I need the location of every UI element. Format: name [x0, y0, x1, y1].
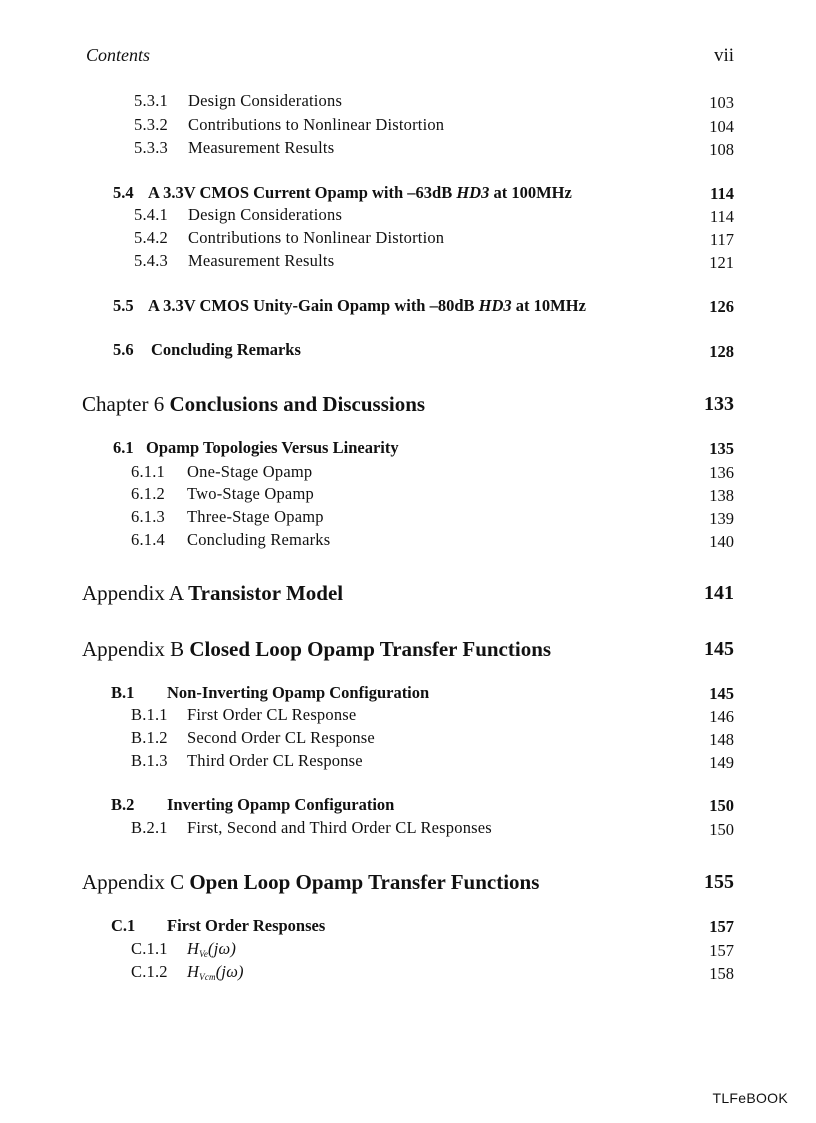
toc-section-title-post: at 100MHz: [493, 183, 572, 202]
toc-entry-title: Second Order CL Response: [187, 728, 375, 747]
page-number-roman: vii: [713, 45, 734, 66]
toc-entry-number: 5.4.2: [134, 228, 168, 247]
toc-section-5-5[interactable]: [113, 296, 586, 316]
toc-entry-number: 6.1.2: [131, 484, 165, 503]
toc-entry-page: 139: [709, 509, 734, 528]
toc-appendix-a[interactable]: [82, 581, 343, 606]
transfer-function-subscript: Vcm: [199, 972, 216, 982]
toc-chapter-page: 133: [704, 393, 734, 415]
toc-chapter-label: Chapter 6: [82, 392, 165, 416]
toc-entry-title: Concluding Remarks: [187, 530, 331, 549]
toc-entry-title: Contributions to Nonlinear Distortion: [188, 228, 445, 247]
transfer-function-subscript: Ve: [199, 949, 209, 959]
toc-section-5-6[interactable]: [113, 340, 301, 360]
toc-appendix-label: Appendix C: [82, 870, 185, 894]
toc-section-number: 5.6: [113, 340, 134, 359]
toc-section-c-1[interactable]: [111, 916, 325, 936]
toc-section-title: Non-Inverting Opamp Configuration: [167, 683, 430, 702]
toc-entry-page: 150: [709, 820, 734, 839]
toc-entry-5-4-2[interactable]: [134, 228, 444, 248]
toc-entry-number: 5.4.1: [134, 205, 168, 224]
footer-watermark: TLFeBOOK: [712, 1090, 788, 1106]
toc-section-title-em: HD3: [456, 183, 490, 202]
toc-section-6-1[interactable]: [113, 438, 399, 458]
toc-entry-c-1-2[interactable]: [131, 962, 244, 982]
toc-section-page: 145: [709, 684, 734, 703]
running-header-title: Contents: [86, 45, 151, 65]
toc-entry-6-1-1[interactable]: [131, 462, 312, 482]
toc-entry-number: B.1.2: [131, 728, 168, 747]
transfer-function-argument: (jω): [215, 962, 244, 981]
toc-section-page: 157: [709, 917, 734, 936]
toc-entry-title: Design Considerations: [188, 91, 343, 110]
toc-chapter-6[interactable]: [82, 392, 425, 417]
toc-entry-page: 158: [709, 964, 734, 983]
toc-chapter-title: Conclusions and Discussions: [169, 392, 426, 416]
toc-entry-number: B.2.1: [131, 818, 168, 837]
toc-entry-number: 6.1.1: [131, 462, 165, 481]
toc-entry-page: 146: [709, 707, 734, 726]
toc-section-b-2[interactable]: [111, 795, 394, 815]
toc-section-number: 5.4: [113, 183, 134, 202]
toc-entry-5-4-1[interactable]: [134, 205, 342, 225]
transfer-function-argument: (jω): [208, 939, 237, 958]
toc-entry-title: First Order CL Response: [187, 705, 357, 724]
toc-entry-title: Third Order CL Response: [187, 751, 363, 770]
toc-entry-title: Design Considerations: [188, 205, 343, 224]
toc-entry-page: 117: [709, 230, 734, 249]
toc-appendix-page: 145: [704, 638, 734, 660]
toc-section-b-1[interactable]: [111, 683, 429, 703]
toc-entry-number: 5.3.3: [134, 138, 168, 157]
toc-entry-5-4-3[interactable]: [134, 251, 334, 271]
toc-section-5-4[interactable]: [113, 183, 572, 203]
toc-entry-6-1-3[interactable]: [131, 507, 324, 527]
toc-entry-title: One-Stage Opamp: [187, 462, 313, 481]
toc-section-title-pre: A 3.3V CMOS Current Opamp with –63dB: [148, 183, 453, 202]
toc-entry-6-1-2[interactable]: [131, 484, 314, 504]
toc-section-page: 114: [710, 184, 734, 203]
toc-appendix-page: 141: [704, 582, 734, 604]
toc-entry-number: B.1.1: [131, 705, 168, 724]
toc-entry-page: 114: [709, 207, 734, 226]
toc-entry-number: 5.3.1: [134, 91, 168, 110]
toc-entry-c-1-1[interactable]: [131, 939, 236, 959]
toc-entry-title: Measurement Results: [188, 138, 335, 157]
toc-entry-title: Measurement Results: [188, 251, 335, 270]
toc-entry-page: 148: [709, 730, 734, 749]
toc-entry-page: 104: [709, 117, 734, 136]
toc-entry-page: 103: [709, 93, 734, 112]
toc-entry-6-1-4[interactable]: [131, 530, 330, 550]
toc-entry-page: 149: [709, 753, 734, 772]
toc-section-page: 128: [709, 342, 734, 361]
toc-entry-title: Two-Stage Opamp: [187, 484, 314, 503]
toc-entry-number: B.1.3: [131, 751, 168, 770]
toc-entry-5-3-1[interactable]: [134, 91, 342, 111]
toc-entry-page: 138: [709, 486, 734, 505]
toc-entry-5-3-2[interactable]: [134, 115, 444, 135]
toc-section-title: Concluding Remarks: [151, 340, 301, 359]
toc-entry-number: 5.3.2: [134, 115, 168, 134]
toc-section-number: B.1: [111, 683, 135, 702]
toc-entry-page: 140: [709, 532, 734, 551]
toc-appendix-c[interactable]: [82, 870, 539, 895]
toc-appendix-title: Open Loop Opamp Transfer Functions: [189, 870, 540, 894]
toc-entry-page: 157: [709, 941, 734, 960]
toc-entry-title: First, Second and Third Order CL Responses: [187, 818, 492, 837]
toc-entry-number: 6.1.4: [131, 530, 165, 549]
toc-entry-title: Three-Stage Opamp: [187, 507, 324, 526]
toc-section-number: 6.1: [113, 438, 134, 457]
toc-entry-b-1-3[interactable]: [131, 751, 363, 771]
toc-appendix-title: Transistor Model: [188, 581, 344, 605]
toc-section-title: Opamp Topologies Versus Linearity: [146, 438, 399, 457]
toc-appendix-label: Appendix A: [82, 581, 183, 605]
toc-section-page: 150: [709, 796, 734, 815]
toc-entry-page: 136: [709, 463, 734, 482]
toc-entry-number: C.1.2: [131, 962, 168, 981]
toc-appendix-label: Appendix B: [82, 637, 185, 661]
toc-entry-number: 6.1.3: [131, 507, 165, 526]
toc-section-title-pre: A 3.3V CMOS Unity-Gain Opamp with –80dB: [148, 296, 475, 315]
toc-entry-title: Contributions to Nonlinear Distortion: [188, 115, 445, 134]
toc-section-title-em: HD3: [478, 296, 512, 315]
toc-entry-page: 108: [709, 140, 734, 159]
toc-section-number: 5.5: [113, 296, 134, 315]
transfer-function-symbol: H: [187, 962, 200, 981]
toc-section-title: Inverting Opamp Configuration: [167, 795, 395, 814]
toc-entry-5-3-3[interactable]: [134, 138, 334, 158]
toc-section-page: 135: [709, 439, 734, 458]
toc-appendix-page: 155: [704, 871, 734, 893]
toc-section-number: B.2: [111, 795, 135, 814]
toc-entry-b-1-2[interactable]: [131, 728, 375, 748]
toc-section-title: First Order Responses: [167, 916, 326, 935]
toc-entry-number: 5.4.3: [134, 251, 168, 270]
toc-entry-b-2-1[interactable]: [131, 818, 492, 838]
toc-entry-b-1-1[interactable]: [131, 705, 356, 725]
toc-entry-page: 121: [709, 253, 734, 272]
transfer-function-symbol: H: [187, 939, 200, 958]
toc-entry-number: C.1.1: [131, 939, 168, 958]
toc-appendix-title: Closed Loop Opamp Transfer Functions: [189, 637, 552, 661]
toc-section-page: 126: [709, 297, 734, 316]
toc-section-number: C.1: [111, 916, 136, 935]
toc-section-title-post: at 10MHz: [515, 296, 586, 315]
toc-appendix-b[interactable]: [82, 637, 551, 662]
